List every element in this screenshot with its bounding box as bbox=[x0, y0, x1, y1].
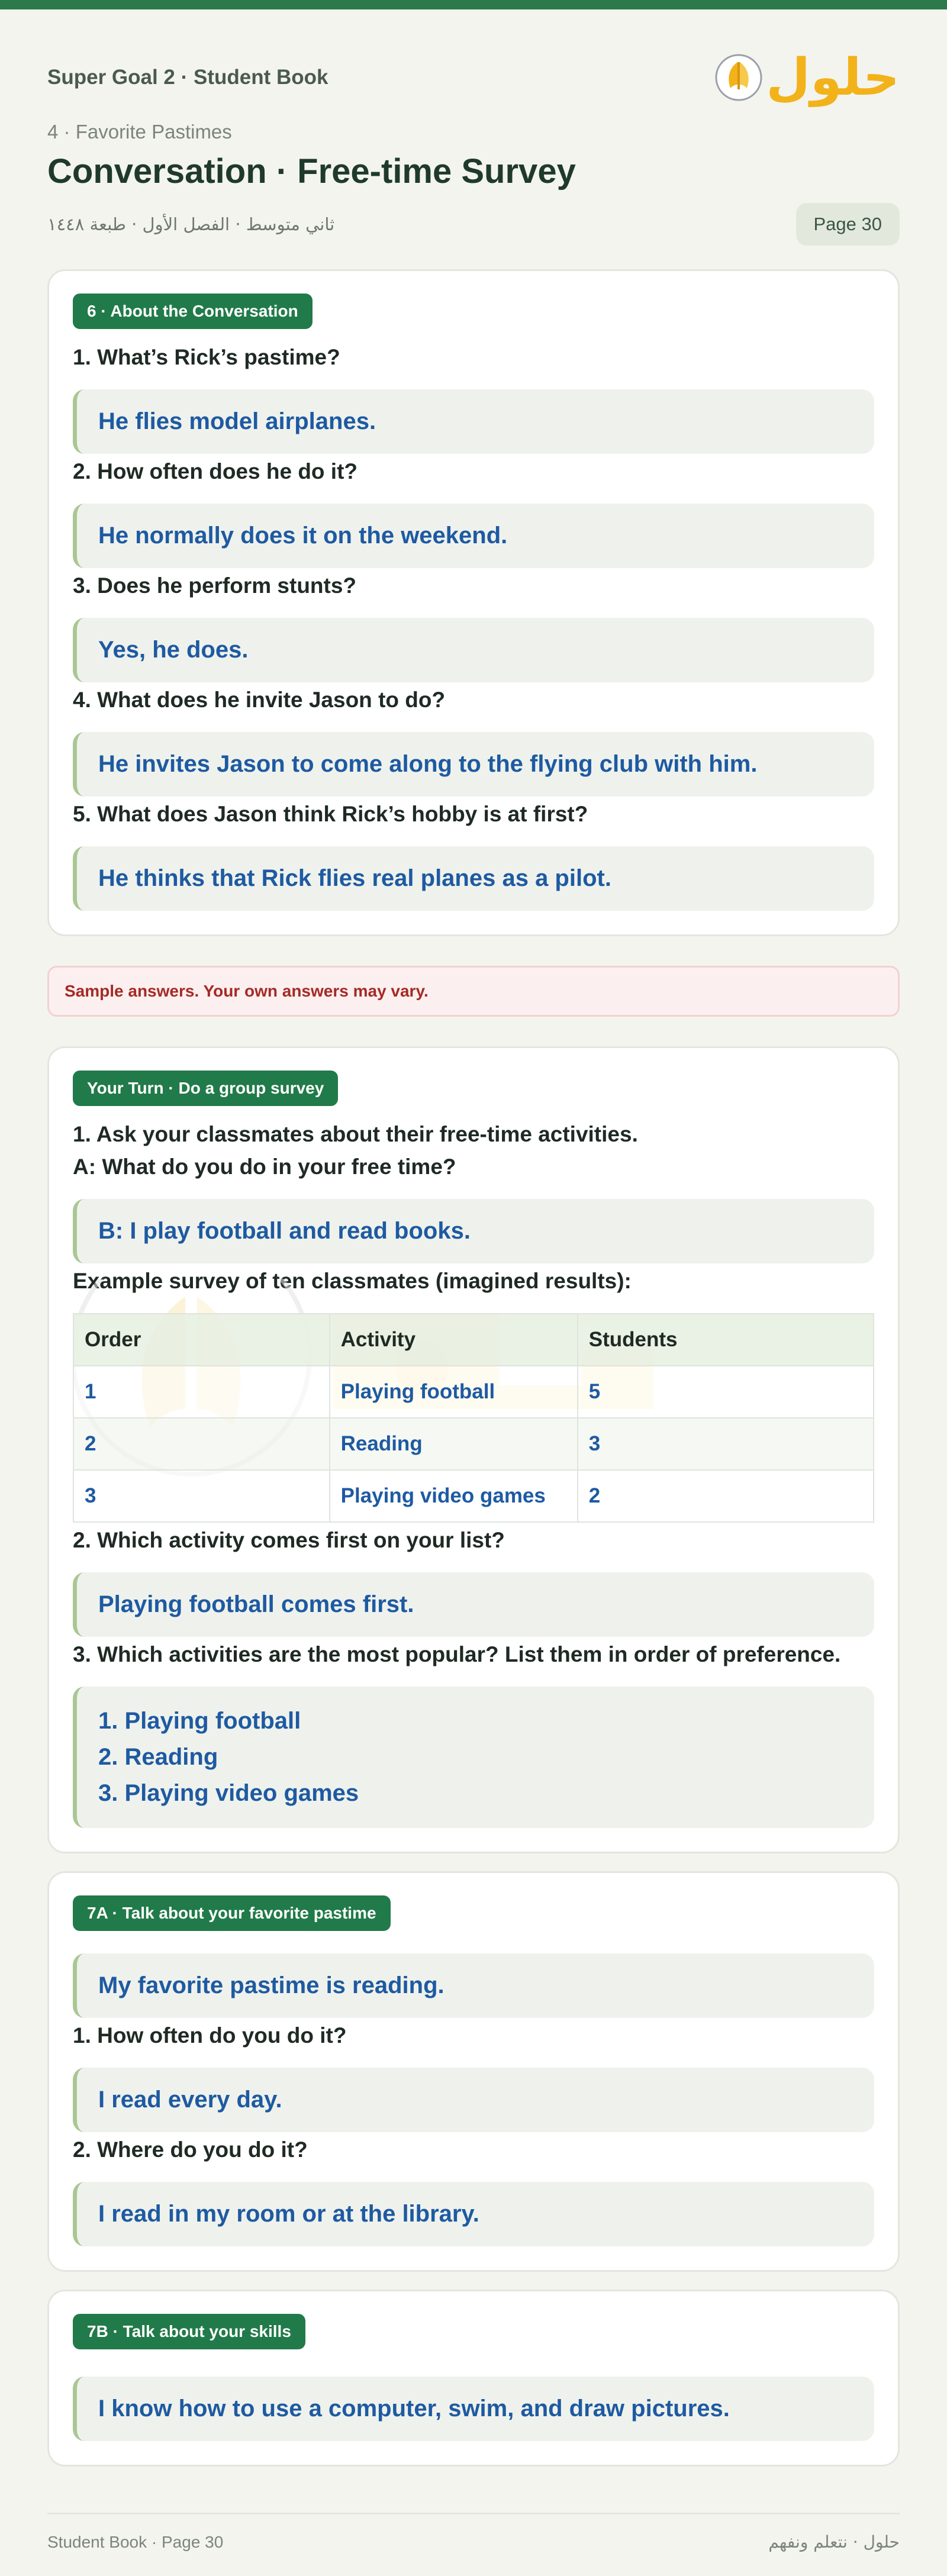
page-number-badge: Page 30 bbox=[796, 203, 900, 246]
unit-breadcrumb bbox=[47, 121, 900, 143]
book-logo-icon bbox=[714, 53, 764, 102]
your-turn-prompt: A: What do you do in your free time? bbox=[73, 1154, 456, 1179]
page-title: Conversation · Free-time Survey bbox=[47, 152, 576, 191]
unit-number: 4 bbox=[47, 121, 59, 143]
question-7a-1: 1. How often do you do it? bbox=[73, 2023, 347, 2048]
answer-2: He normally does it on the weekend. bbox=[73, 504, 874, 568]
cell-activity: Playing video games bbox=[330, 1470, 578, 1522]
grade-term-edition: ثاني متوسط · الفصل الأول · طبعة ١٤٤٨ bbox=[47, 214, 335, 234]
table-row bbox=[73, 1366, 874, 1418]
page-content bbox=[0, 45, 947, 2467]
your-turn-card bbox=[47, 1046, 900, 1853]
your-turn-answer-1: B: I play football and read books. bbox=[73, 1199, 874, 1263]
meta-row bbox=[47, 203, 900, 246]
your-turn-question-3: 3. Which activities are the most popular? List them in order of preference. bbox=[73, 1642, 841, 1666]
survey-table bbox=[73, 1313, 874, 1523]
section-7b-card bbox=[47, 2290, 900, 2467]
header-students: Students bbox=[578, 1314, 874, 1366]
answer-7a-1: I read every day. bbox=[73, 2068, 874, 2132]
section-7a-card bbox=[47, 1871, 900, 2272]
answer-5: He thinks that Rick flies real planes as a pilot. bbox=[73, 846, 874, 911]
table-row bbox=[73, 1418, 874, 1470]
list-item: 2. Reading bbox=[98, 1743, 218, 1770]
skills-answer: I know how to use a computer, swim, and draw pictures. bbox=[73, 2377, 874, 2441]
answer-7a-2: I read in my room or at the library. bbox=[73, 2182, 874, 2246]
footer-page-label: Student Book · Page 30 bbox=[47, 2532, 224, 2551]
unit-name: Favorite Pastimes bbox=[75, 121, 232, 143]
favorite-pastime-answer: My favorite pastime is reading. bbox=[73, 1953, 874, 2018]
example-survey-heading: Example survey of ten classmates (imagined results): bbox=[73, 1268, 632, 1293]
site-logo[interactable] bbox=[714, 45, 900, 110]
unit-separator: · bbox=[63, 121, 70, 143]
cell-students: 3 bbox=[578, 1418, 874, 1470]
page-header bbox=[47, 45, 900, 110]
question-2: 2. How often does he do it? bbox=[73, 459, 357, 484]
header-activity: Activity bbox=[330, 1314, 578, 1366]
your-turn-question-1: 1. Ask your classmates about their free-time activities. bbox=[73, 1122, 638, 1147]
logo-text: حلول bbox=[766, 48, 900, 107]
cell-students: 2 bbox=[578, 1470, 874, 1522]
section-7a-tag: 7A · Talk about your favorite pastime bbox=[73, 1895, 391, 1931]
page-footer bbox=[47, 2513, 900, 2552]
question-7a-2: 2. Where do you do it? bbox=[73, 2137, 308, 2162]
cell-order: 3 bbox=[73, 1470, 330, 1522]
answer-4: He invites Jason to come along to the flying club with him. bbox=[73, 732, 874, 797]
table-header-row bbox=[73, 1314, 874, 1366]
your-turn-question-2: 2. Which activity comes first on your list? bbox=[73, 1527, 505, 1552]
top-accent-bar bbox=[0, 0, 947, 9]
cell-activity: Reading bbox=[330, 1418, 578, 1470]
section-7b-tag: 7B · Talk about your skills bbox=[73, 2314, 305, 2349]
answer-3: Yes, he does. bbox=[73, 618, 874, 682]
sample-answers-notice: Sample answers. Your own answers may vary. bbox=[47, 966, 900, 1017]
your-turn-answer-3 bbox=[73, 1687, 874, 1828]
your-turn-tag: Your Turn · Do a group survey bbox=[73, 1071, 338, 1106]
answer-1: He flies model airplanes. bbox=[73, 389, 874, 454]
footer-brand-tagline: حلول · نتعلم ونفهم bbox=[768, 2532, 900, 2552]
cell-order: 2 bbox=[73, 1418, 330, 1470]
header-order: Order bbox=[73, 1314, 330, 1366]
section-6-tag: 6 · About the Conversation bbox=[73, 294, 313, 329]
question-1: 1. What’s Rick’s pastime? bbox=[73, 345, 340, 369]
cell-order: 1 bbox=[73, 1366, 330, 1418]
question-3: 3. Does he perform stunts? bbox=[73, 573, 357, 598]
cell-students: 5 bbox=[578, 1366, 874, 1418]
book-title: Super Goal 2 · Student Book bbox=[47, 66, 328, 89]
question-4: 4. What does he invite Jason to do? bbox=[73, 688, 446, 712]
list-item: 1. Playing football bbox=[98, 1707, 301, 1734]
question-5: 5. What does Jason think Rick’s hobby is at first? bbox=[73, 802, 588, 827]
cell-activity: Playing football bbox=[330, 1366, 578, 1418]
your-turn-answer-2: Playing football comes first. bbox=[73, 1572, 874, 1637]
section-6-card bbox=[47, 269, 900, 936]
list-item: 3. Playing video games bbox=[98, 1779, 359, 1806]
table-row bbox=[73, 1470, 874, 1522]
